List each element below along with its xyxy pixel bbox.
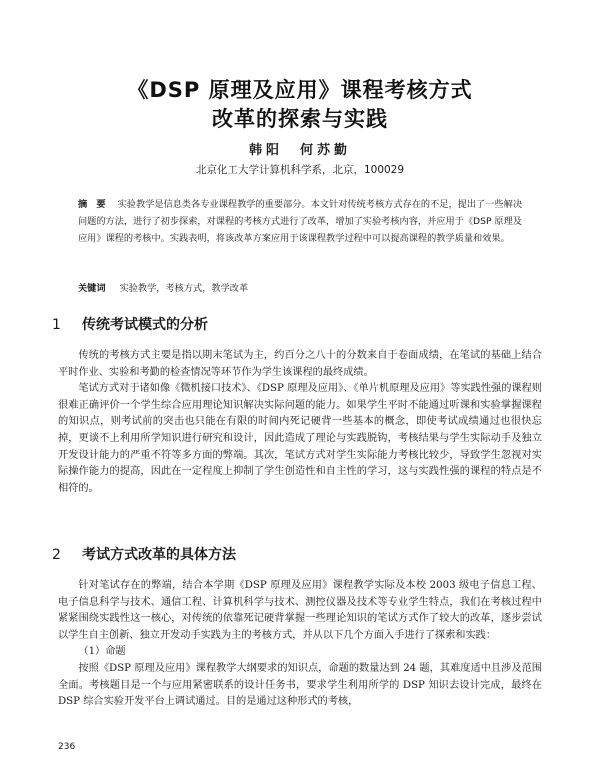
section-2-title: 考试方式改革的具体方法 [82, 547, 236, 563]
page-number: 236 [58, 742, 76, 752]
paragraph: 针对笔试存在的弊端，结合本学期《DSP 原理及应用》课程教学实际及本校 2003 级电子信息工程、电子信息科学与技术、通信工程、计算机科学与技术、测控仪器及技术等专业学生特点，我们在考核过程中紧紧围绕实践性这一核心，对传统的依靠死记硬背掌握一些理论知识的笔试方式作了较大的改革，逐步尝试以学生自主创新、独立开发动手实践为主的考核方式，并从以下几个方面入手进行了探索和实践： [58, 580, 542, 641]
affiliation: 北京化工大学计算机科学系，北京，100029 [195, 164, 405, 176]
paragraph: 按照《DSP 原理及应用》课程教学大纲要求的知识点，命题的数量达到 24 题，其难度适中且涉及范围全面。考核题目是一个与应用紧密联系的设计任务书，要求学生利用所学的 DSP 知识去设计完成，最终在 DSP 综合实验开发平台上调试通过。目的是通过这种形式的考核， [58, 662, 542, 708]
section-1-title: 传统考试模式的分析 [82, 317, 208, 333]
subheading: （1）命题 [78, 646, 126, 658]
paper-title-line-2: 改革的探索与实践 [212, 107, 388, 131]
section-1-heading [52, 314, 208, 334]
section-2-body [58, 578, 542, 711]
keywords-label: 关键词 [78, 283, 106, 294]
section-2-number: 2 [52, 547, 61, 563]
paper-title-line-1: 《DSP 原理及应用》课程考核方式 [127, 78, 473, 102]
abstract-label: 摘 要 [78, 199, 106, 210]
authors: 韩阳 何苏勤 [248, 143, 351, 158]
paragraph: 笔试方式对于诸如像《微机接口技术》、《DSP 原理及应用》、《单片机原理及应用》等实践性强的课程则很难正确评价一个学生综合应用理论知识解决实际问题的能力。如果学生平时不能通过听课和实验掌握课程的知识点，则考试前的突击也只能在有限的时间内死记硬背一些基本的概念，即使考试成绩通过也很快忘掉，更谈不上利用所学知识进行研究和设计，因此造成了理论与实践脱钩，考核结果与学生实际动手及独立开发设计能力的严重不符等多方面的弊端。其次，笔试方式对学生实际能力考核比较少，导致学生忽视对实际操作能力的提高，因此在一定程度上抑制了学生创造性和自主性的学习，这与实践性强的课程的特点是不相符的。 [58, 383, 542, 494]
section-2-heading [52, 544, 236, 564]
abstract-text: 实验教学是信息类各专业课程教学的重要部分。本文针对传统考核方式存在的不足，提出了一些解决问题的方法，进行了初步探索，对课程的考核方式进行了改革，增加了实验考核内容，并应用于《DSP 原理及应用》课程的考核中。实践表明，将该改革方案应用于该课程教学过程中可以提高课程的教学质量和效果。 [78, 199, 523, 244]
abstract [78, 196, 522, 247]
section-1-number: 1 [52, 317, 61, 333]
paragraph: 传统的考核方式主要是指以期末笔试为主，约百分之八十的分数来自于卷面成绩，在笔试的基础上结合平时作业、实验和考勤的检查情况等环节作为学生该课程的最终成绩。 [58, 350, 542, 378]
keywords [78, 280, 522, 294]
keywords-text: 实验教学，考核方式，教学改革 [119, 283, 249, 294]
section-1-body [58, 348, 542, 497]
